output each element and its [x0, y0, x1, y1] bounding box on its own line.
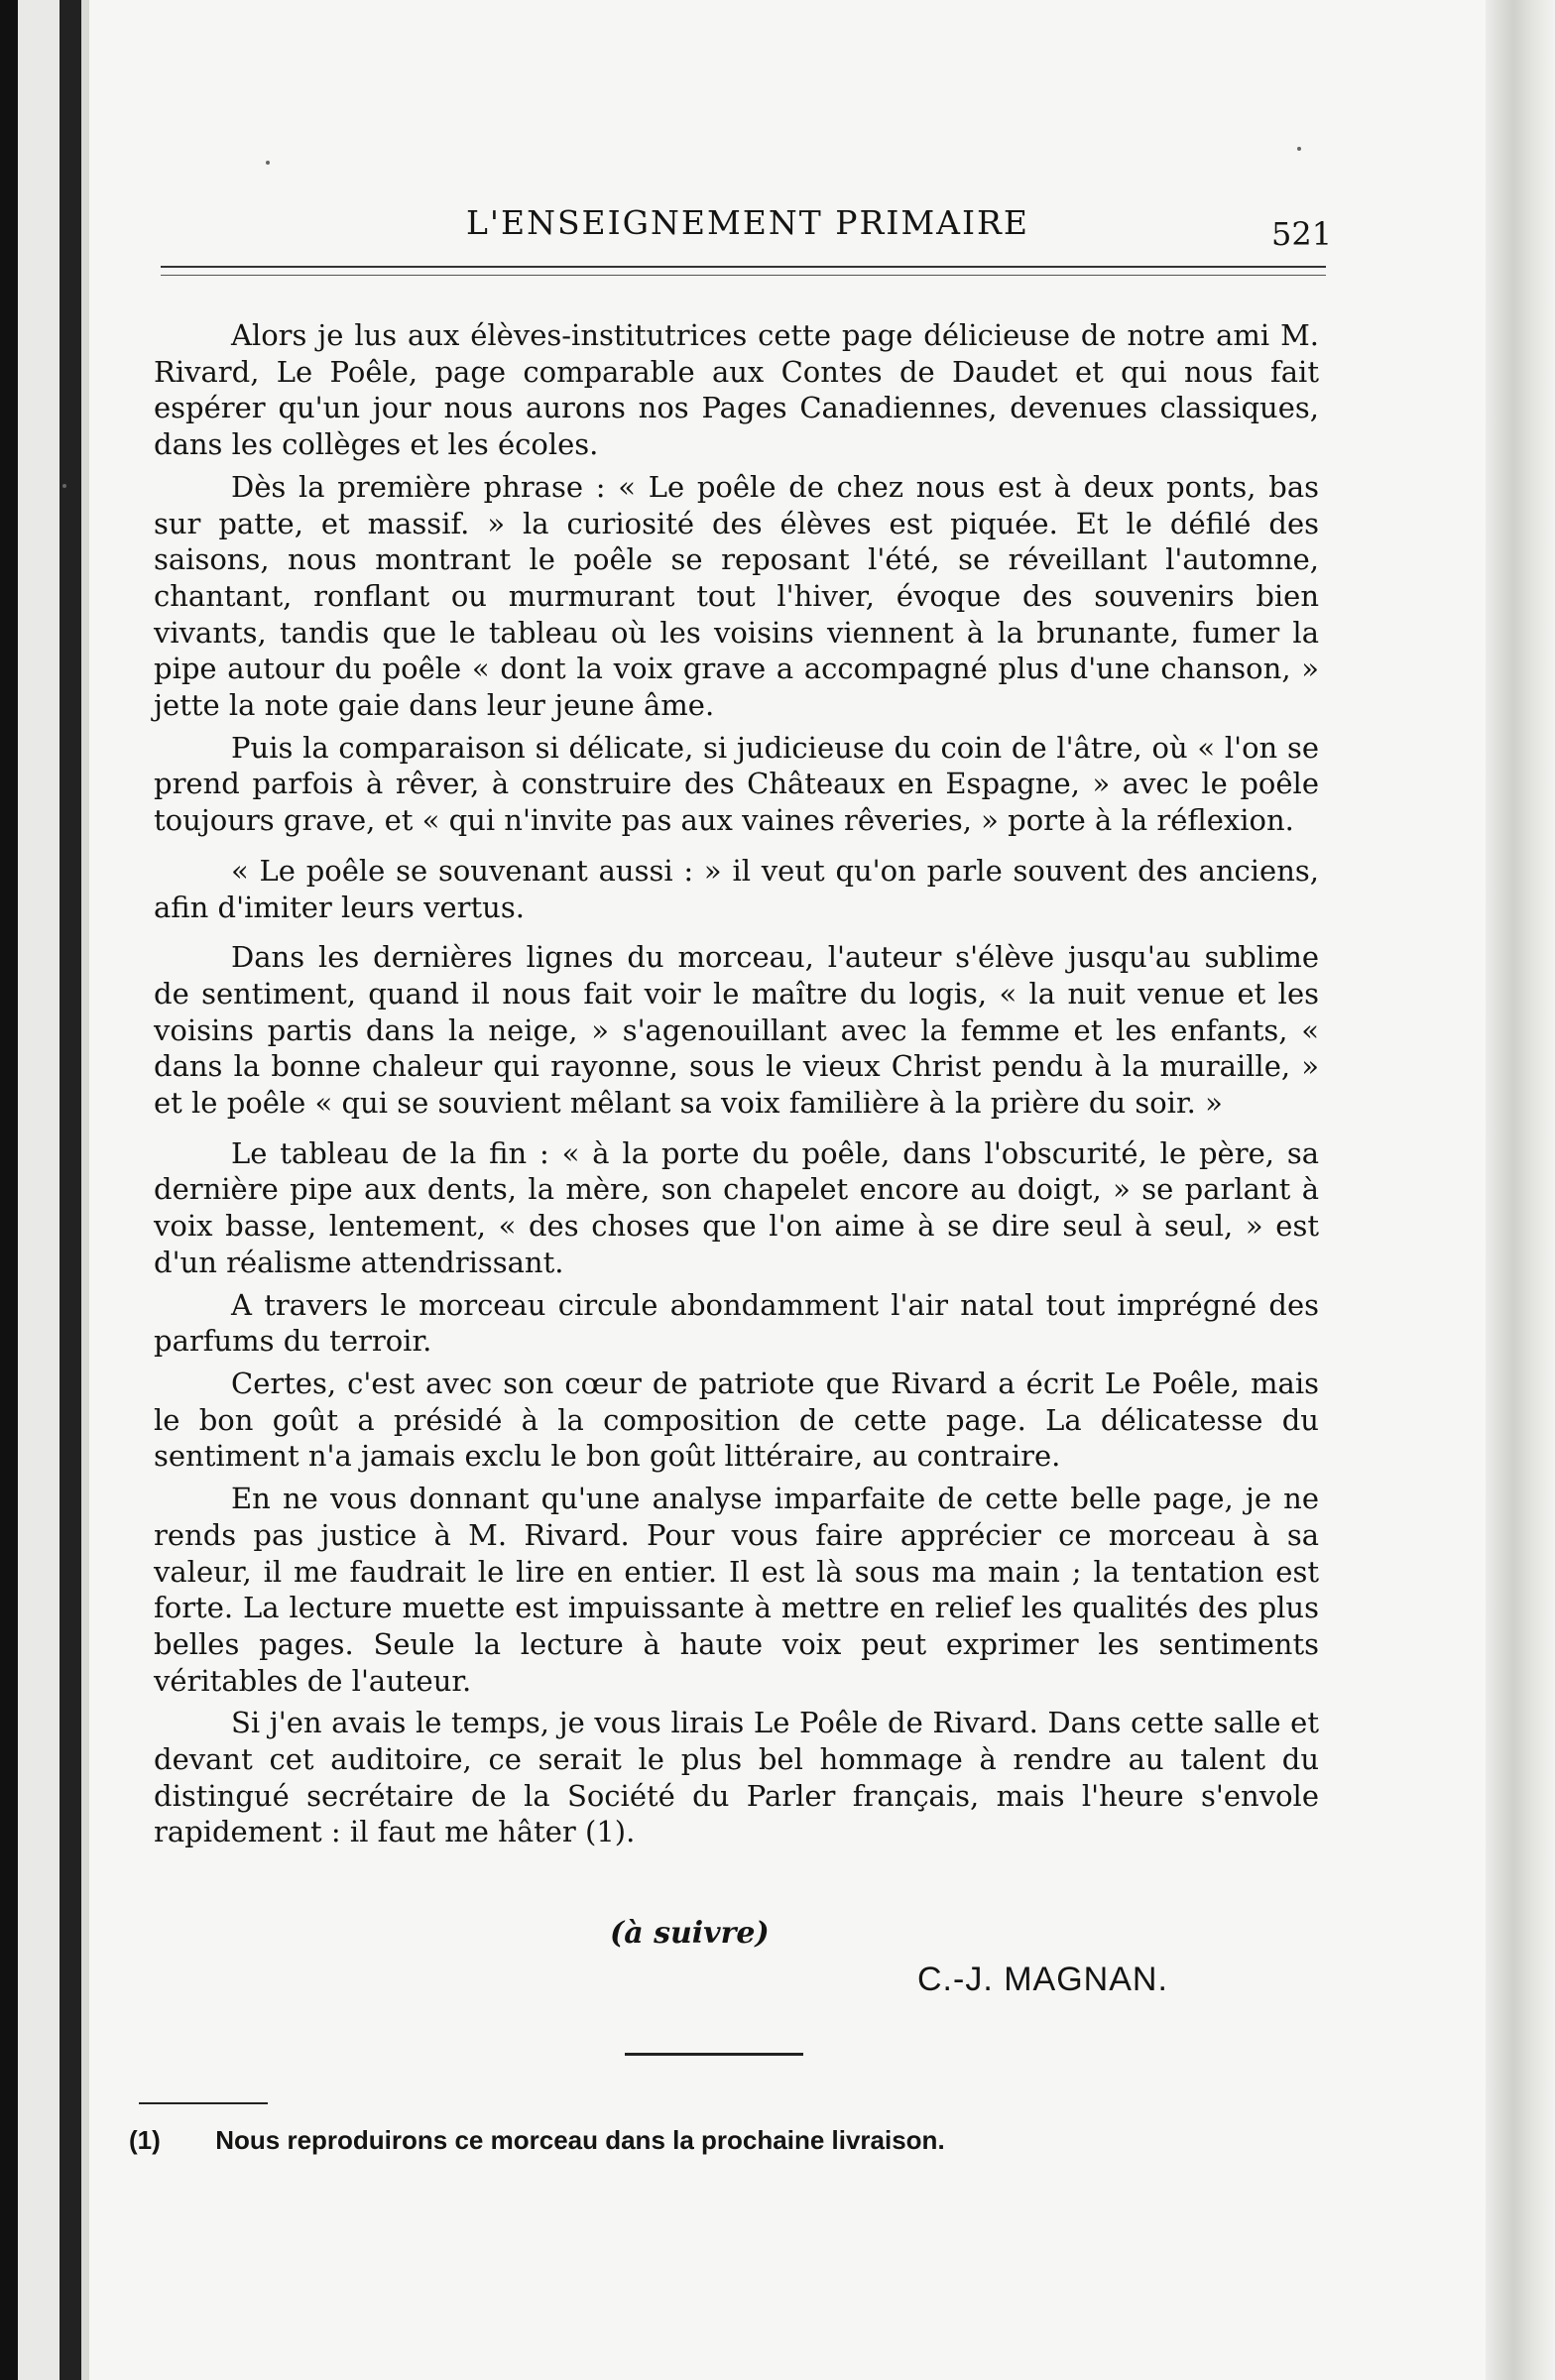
paragraph: Alors je lus aux élèves-institutrices cette page délicieuse de notre ami M. Rivard, Le Poêle, page comparable aux Contes de Daudet et qui nous fait espérer qu'un jour nous aurons nos Pages Canadiennes, devenues classiques, dans les collèges et les écoles. [154, 318, 1319, 462]
paragraph: Dans les dernières lignes du morceau, l'auteur s'élève jusqu'au sublime de sentiment, quand il nous fait voir le maître du logis, « la nuit venue et les voisins partis dans la neige, » s'agenouillant avec la femme et les enfants, « dans la bonne chaleur qui rayonne, sous le vieux Christ pendu à la muraille, » et le poêle « qui se souvient mêlant sa voix familière à la prière du soir. » [154, 940, 1319, 1121]
book-binding-edge [0, 0, 89, 2380]
page-number: 521 [1271, 215, 1333, 253]
paragraph: Puis la comparaison si délicate, si judicieuse du coin de l'âtre, où « l'on se prend parfois à rêver, à construire des Châteaux en Espagne, » avec le poêle toujours grave, et « qui n'invite pas aux vaines rêveries, » porte à la réflexion. [154, 730, 1319, 838]
page-header [109, 203, 1349, 263]
page-right-edge [1486, 0, 1555, 2380]
paragraph: Le tableau de la fin : « à la porte du poêle, dans l'obscurité, le père, sa dernière pipe aux dents, la mère, son chapelet encore au doigt, » se parlant à voix basse, lentement, « des choses que l'on aime à se dire seul à seul, » est d'un réalisme attendrissant. [154, 1135, 1319, 1279]
footnote-marker: (1) [129, 2125, 161, 2155]
footnote-rule [139, 2102, 268, 2104]
running-title: L'ENSEIGNEMENT PRIMAIRE [466, 203, 1029, 242]
header-rule [161, 266, 1326, 276]
article-body [154, 317, 1319, 1856]
author-signature: C.-J. MAGNAN. [917, 1961, 1168, 1998]
paragraph: Certes, c'est avec son cœur de patriote que Rivard a écrit Le Poêle, mais le bon goût a présidé à la composition de cette page. La délicatesse du sentiment n'a jamais exclu le bon goût littéraire, au contraire. [154, 1366, 1319, 1474]
paragraph: Si j'en avais le temps, je vous lirais Le Poêle de Rivard. Dans cette salle et devant cet auditoire, ce serait le plus bel hommage à rendre au talent du distingué secrétaire de la Société du Parler français, mais l'heure s'envole rapidement : il faut me hâter (1). [154, 1706, 1319, 1849]
paragraph: Dès la première phrase : « Le poêle de chez nous est à deux ponts, bas sur patte, et massif. » la curiosité des élèves est piquée. Et le défilé des saisons, nous montrant le poêle se reposant l'été, se réveillant l'automne, chantant, ronflant ou murmurant tout l'hiver, évoque des souvenirs bien vivants, tandis que le tableau où les voisins viennent à la brunante, fumer la pipe autour du poêle « dont la voix grave a accompagné plus d'une chanson, » jette la note gaie dans leur jeune âme. [154, 469, 1319, 723]
closing-rule [625, 2053, 803, 2056]
paragraph: A travers le morceau circule abondamment l'air natal tout imprégné des parfums du terroir. [154, 1287, 1319, 1359]
paragraph: « Le poêle se souvenant aussi : » il veut qu'on parle souvent des anciens, afin d'imiter leurs vertus. [154, 853, 1319, 924]
footnote [129, 2125, 1299, 2156]
footnote-text: Nous reproduirons ce morceau dans la prochaine livraison. [215, 2125, 945, 2155]
continued-note: (à suivre) [610, 1916, 770, 1951]
document-page [109, 149, 1349, 2311]
paragraph: En ne vous donnant qu'une analyse imparfaite de cette belle page, je ne rends pas justice à M. Rivard. Pour vous faire apprécier ce morceau à sa valeur, il me faudrait le lire en entier. Il est là sous ma main ; la tentation est forte. La lecture muette est impuissante à mettre en relief les qualités des plus belles pages. Seule la lecture à haute voix peut exprimer les sentiments véritables de l'auteur. [154, 1482, 1319, 1698]
scan-speck [62, 484, 66, 488]
